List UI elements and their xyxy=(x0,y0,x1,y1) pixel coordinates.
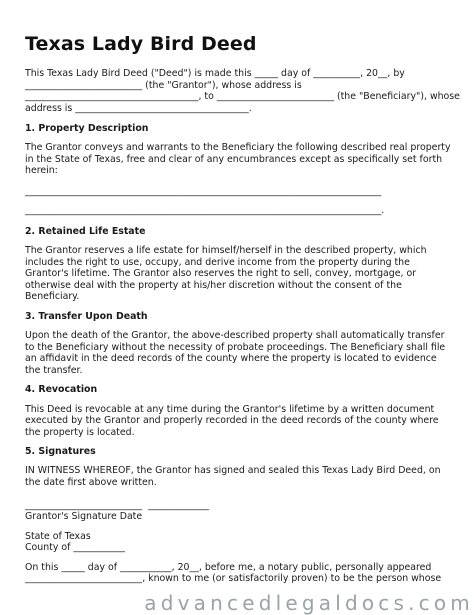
section-heading-property-description: 1. Property Description xyxy=(25,123,149,134)
paragraph-line: The Grantor conveys and warrants to the Beneficiary the following described real property xyxy=(25,142,451,153)
document-title: Texas Lady Bird Deed xyxy=(25,33,257,55)
section-heading-revocation: 4. Revocation xyxy=(25,384,98,395)
watermark: advancedlegaldocs.com xyxy=(144,591,474,615)
paragraph-line: the transfer. xyxy=(25,365,83,376)
signature-line: _________________________ _____________ xyxy=(25,500,210,511)
paragraph-line: the date first above written. xyxy=(25,477,157,488)
notary-state: State of Texas xyxy=(25,531,91,542)
paragraph-line: otherwise deal with the property at his/her discretion without the consent of the xyxy=(25,280,402,291)
intro-line: This Texas Lady Bird Deed ("Deed") is made this _____ day of __________, 20__, by xyxy=(25,68,405,79)
paragraph-line: the property is located. xyxy=(25,427,135,438)
paragraph-line: to the Beneficiary without the necessity of probate proceedings. The Beneficiary shall file xyxy=(25,342,446,353)
paragraph-line: The Grantor reserves a life estate for himself/herself in the described property, which xyxy=(25,245,427,256)
intro-line: _________________________ (the "Grantor"), whose address is xyxy=(25,80,302,91)
paragraph-line: includes the right to use, occupy, and derive income from the property during the xyxy=(25,257,410,268)
paragraph-line: an affidavit in the deed records of the county where the property is located to evidence xyxy=(25,353,437,364)
paragraph-line: Beneficiary. xyxy=(25,291,80,302)
section-heading-transfer-upon-death: 3. Transfer Upon Death xyxy=(25,311,148,322)
paragraph-line: IN WITNESS WHEREOF, the Grantor has signed and sealed this Texas Lady Bird Deed, on xyxy=(25,465,441,476)
notary-line: On this _____ day of ___________, 20__, before me, a notary public, personally appeared xyxy=(25,562,432,573)
property-blank-line: ____________________________________________________________________________ xyxy=(25,186,382,197)
property-blank-line: ____________________________________________________________________________. xyxy=(25,205,385,216)
section-heading-retained-life-estate: 2. Retained Life Estate xyxy=(25,226,146,237)
paragraph-line: herein: xyxy=(25,165,58,176)
intro-line: _____________________________________, to _________________________ (the "Beneficiary"), whose xyxy=(25,91,460,102)
paragraph-line: in the State of Texas, free and clear of any encumbrances except as specifically set forth xyxy=(25,154,443,165)
paragraph-line: Upon the death of the Grantor, the above-described property shall automatically transfer xyxy=(25,330,445,341)
intro-line: address is _____________________________________. xyxy=(25,103,252,114)
notary-county: County of ___________ xyxy=(25,542,125,553)
signature-label: Grantor's Signature Date xyxy=(25,511,143,522)
paragraph-line: executed by the Grantor and properly recorded in the deed records of the county where xyxy=(25,415,439,426)
paragraph-line: This Deed is revocable at any time during the Grantor's lifetime by a written document xyxy=(25,404,435,415)
notary-line: _________________________, known to me (or satisfactorily proven) to be the person whose xyxy=(25,573,442,584)
paragraph-line: Grantor's lifetime. The Grantor also reserves the right to sell, convey, mortgage, or xyxy=(25,268,417,279)
section-heading-signatures: 5. Signatures xyxy=(25,446,96,457)
